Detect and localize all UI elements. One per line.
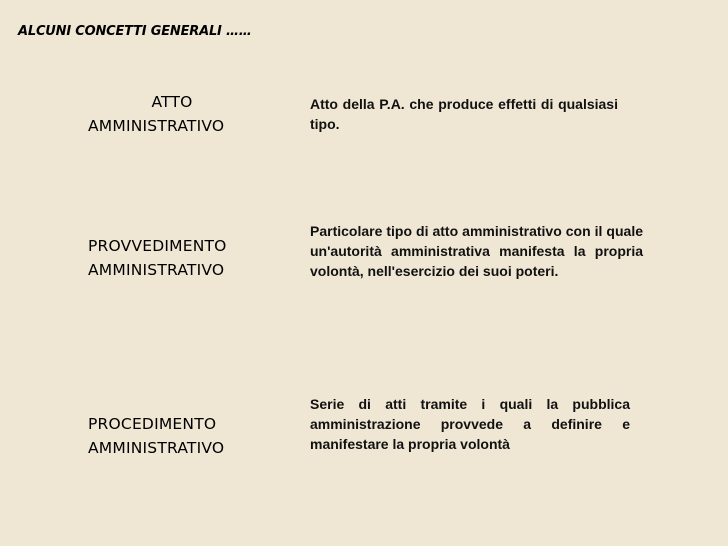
concept-term-provvedimento <box>88 234 227 282</box>
term-line-2: AMMINISTRATIVO <box>88 261 225 279</box>
concept-definition-procedimento: Serie di atti tramite i quali la pubblica amministrazione provvede a definire e manifestare la propria volontà <box>310 396 630 452</box>
term-line-2: AMMINISTRATIVO <box>88 117 225 135</box>
term-line-1: ATTO <box>151 93 193 111</box>
concept-definition-atto: Atto della P.A. che produce effetti di qualsiasi tipo. <box>310 96 618 132</box>
term-line-1: PROCEDIMENTO <box>88 415 217 433</box>
concept-term-procedimento <box>88 412 224 460</box>
page-title: ALCUNI CONCETTI GENERALI …… <box>18 24 252 39</box>
concept-term-atto <box>88 90 256 138</box>
term-line-1: PROVVEDIMENTO <box>88 237 227 255</box>
term-line-2: AMMINISTRATIVO <box>88 439 225 457</box>
concept-definition-provvedimento: Particolare tipo di atto amministrativo con il quale un'autorità amministrativa manifesta la propria volontà, nell'esercizio dei suoi poteri. <box>310 223 643 279</box>
